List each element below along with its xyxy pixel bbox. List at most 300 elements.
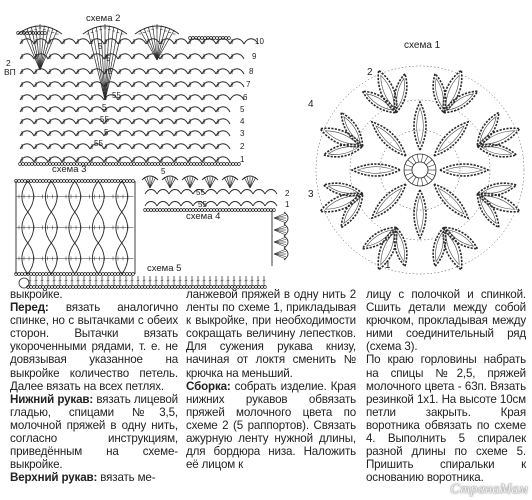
body-upper-sleeve: вязать ме- bbox=[97, 471, 156, 485]
row-arc bbox=[181, 190, 193, 195]
chain-stitch bbox=[217, 163, 220, 166]
stitch-line bbox=[230, 177, 233, 188]
chain-stitch bbox=[54, 273, 57, 276]
chain-stitch bbox=[237, 209, 240, 212]
motif-petal-inner bbox=[438, 126, 464, 152]
stitch-line bbox=[250, 177, 253, 188]
heading-lower-sleeve: Нижний рукав: bbox=[10, 392, 94, 406]
stitch-line bbox=[88, 30, 105, 100]
motif-petal-inner bbox=[344, 198, 360, 224]
chain-stitch bbox=[46, 163, 49, 166]
chain-stitch bbox=[246, 209, 249, 212]
chain-stitch bbox=[30, 273, 33, 276]
chain-stitch bbox=[196, 163, 199, 166]
chain-stitch bbox=[28, 163, 31, 166]
chain-stitch bbox=[34, 163, 37, 166]
stitch-line bbox=[150, 177, 156, 188]
stitch-line bbox=[164, 177, 170, 188]
chain-stitch bbox=[49, 163, 52, 166]
chain-stitch bbox=[78, 273, 81, 276]
chain-stitch bbox=[145, 163, 148, 166]
chain-stitch bbox=[205, 163, 208, 166]
chain-stitch bbox=[115, 163, 118, 166]
chain-stitch bbox=[24, 180, 27, 183]
chain-stitch bbox=[90, 273, 93, 276]
motif-petal bbox=[324, 144, 363, 156]
chain-stitch bbox=[157, 163, 160, 166]
stitch-line bbox=[274, 252, 286, 255]
motif-petal-inner bbox=[417, 196, 424, 232]
chain-stitch bbox=[136, 163, 139, 166]
motif-petal bbox=[477, 183, 516, 195]
chain-stitch bbox=[18, 273, 21, 276]
chain-stitch bbox=[30, 180, 33, 183]
chain-stitch bbox=[225, 209, 228, 212]
stitch-line bbox=[424, 156, 428, 163]
chain-stitch bbox=[183, 209, 186, 212]
chain-stitch bbox=[175, 163, 178, 166]
chain-stitch bbox=[165, 209, 168, 212]
scheme-3-label: схема 3 bbox=[52, 164, 87, 175]
chain-stitch bbox=[114, 180, 117, 183]
chain-stitch bbox=[228, 37, 231, 40]
motif-petal bbox=[434, 122, 468, 156]
body-front: вязать аналогично спинке, но с вытачками с обеих сторон. Вытачки вязать укороченными рядами, т. е. не довязывая указанное на выкройке количество петель. Далее вязать на всех петлях. bbox=[10, 301, 178, 393]
chain-stitch bbox=[264, 209, 267, 212]
chain-stitch bbox=[33, 273, 36, 276]
row-arc bbox=[181, 202, 193, 207]
chain-stitch bbox=[39, 180, 42, 183]
chain-stitch bbox=[111, 180, 114, 183]
chain-stitch bbox=[40, 163, 43, 166]
row-arc bbox=[229, 190, 241, 195]
stitch-line bbox=[150, 177, 153, 188]
chain-stitch bbox=[109, 163, 112, 166]
chain-stitch bbox=[60, 180, 63, 183]
chain-stitch bbox=[160, 163, 163, 166]
chain-stitch bbox=[273, 209, 276, 212]
stitch-line bbox=[224, 177, 230, 188]
scheme-1-label: схема 1 bbox=[404, 40, 441, 51]
chain-stitch bbox=[147, 209, 150, 212]
row-arc bbox=[145, 202, 157, 207]
text-column-2 bbox=[186, 288, 356, 471]
paragraph-assembly bbox=[186, 380, 356, 472]
row-arc bbox=[157, 202, 169, 207]
repeat-number: 5 bbox=[106, 54, 111, 63]
chain-stitch bbox=[19, 163, 22, 166]
chain-label: ВП bbox=[4, 67, 16, 77]
chain-stitch bbox=[187, 163, 190, 166]
stitch-line bbox=[96, 27, 105, 100]
chain-stitch bbox=[234, 209, 237, 212]
chain-stitch bbox=[213, 37, 216, 40]
stitch-line bbox=[274, 242, 286, 245]
chain-stitch bbox=[44, 32, 47, 35]
motif-petal bbox=[434, 184, 468, 218]
chain-stitch bbox=[139, 163, 142, 166]
chain-stitch bbox=[231, 209, 234, 212]
row-arc bbox=[253, 190, 265, 195]
motif-petal-inner bbox=[446, 75, 459, 107]
stitch-line bbox=[244, 177, 250, 188]
chain-stitch bbox=[223, 163, 226, 166]
heading-front: Перед: bbox=[10, 301, 49, 315]
chain-stitch bbox=[57, 273, 60, 276]
stitch-line bbox=[412, 156, 416, 163]
chain-stitch bbox=[36, 180, 39, 183]
chain-stitch bbox=[105, 180, 108, 183]
motif-petal bbox=[414, 102, 426, 150]
paragraph: ланжевой пряжей в одну нить 2 ленты по схеме 1, прикладывая к выкройке, при необходимости сокращать величину лепестков. Для сужения рукава книзу, начиная от локтя сменить № крючка на меньший. bbox=[186, 288, 356, 380]
chain-stitch bbox=[33, 180, 36, 183]
stitch-line bbox=[421, 178, 422, 186]
repeat-number: 5 bbox=[102, 103, 107, 112]
chain-stitch bbox=[21, 273, 24, 276]
row-number: 2 bbox=[285, 189, 290, 198]
watermark-logo: СтранаМам bbox=[450, 482, 528, 497]
row-number: 9 bbox=[252, 52, 257, 61]
row-arc bbox=[205, 190, 217, 195]
chain-stitch bbox=[36, 273, 39, 276]
stitch-line bbox=[405, 165, 413, 168]
chain-stitch bbox=[172, 163, 175, 166]
chain-stitch bbox=[84, 180, 87, 183]
chain-stitch bbox=[18, 180, 21, 183]
chain-stitch bbox=[202, 163, 205, 166]
stitch-line bbox=[408, 175, 414, 180]
chain-stitch bbox=[174, 209, 177, 212]
row-arc bbox=[241, 202, 253, 207]
chain-stitch bbox=[222, 209, 225, 212]
scheme-4-top-number: 5 bbox=[161, 167, 166, 176]
chain-stitch bbox=[45, 180, 48, 183]
paragraph: выкройке. bbox=[10, 288, 63, 301]
chain-stitch bbox=[193, 163, 196, 166]
chain-stitch bbox=[153, 209, 156, 212]
paragraph-collar: По краю горловины набрать на спицы №2,5, пряжей молочного цвета - 63п. Вязать резинкой 1х1. На высоте 10см петли закрыть. Края воротника обвязать по схеме 4. Выполнить 5 спиралек разной длины по схеме 5. Пришить спиральки к основанию воротника. bbox=[366, 353, 526, 485]
stitch-line bbox=[250, 177, 256, 188]
chain-stitch bbox=[57, 180, 60, 183]
chain-stitch bbox=[111, 273, 114, 276]
chain-stitch bbox=[87, 180, 90, 183]
chain-stitch bbox=[60, 273, 63, 276]
chain-stitch bbox=[126, 180, 129, 183]
chain-stitch bbox=[220, 163, 223, 166]
chain-stitch bbox=[117, 180, 120, 183]
chain-stitch bbox=[117, 273, 120, 276]
chain-stitch bbox=[93, 273, 96, 276]
stitch-line bbox=[210, 177, 213, 188]
row-number: 10 bbox=[255, 37, 264, 46]
stitch-line bbox=[274, 216, 286, 219]
motif-number: 3 bbox=[308, 189, 314, 200]
chain-stitch bbox=[255, 209, 258, 212]
stitch-line bbox=[167, 177, 170, 188]
chain-stitch bbox=[21, 180, 24, 183]
stitch-line bbox=[426, 160, 432, 165]
motif-petal bbox=[372, 122, 406, 156]
stitch-line bbox=[412, 177, 416, 184]
chain-stitch bbox=[42, 180, 45, 183]
chain-stitch bbox=[180, 209, 183, 212]
stitch-line bbox=[417, 178, 418, 186]
stitch-line bbox=[417, 154, 418, 162]
motif-petal bbox=[414, 190, 426, 238]
chain-stitch bbox=[148, 163, 151, 166]
chain-stitch bbox=[154, 163, 157, 166]
body-assembly: собрать изделие. Края нижних рукавов обвязать пряжей молочного цвета по схеме 2 (5 раппортов). Связать ажурную ленту нужной длины, для бордюра низа. Наложить её лицом к bbox=[186, 379, 356, 472]
stitch-line bbox=[274, 230, 286, 235]
stitch-line bbox=[274, 213, 286, 218]
chain-stitch bbox=[31, 163, 34, 166]
stitch-line bbox=[274, 240, 286, 243]
chain-stitch bbox=[78, 180, 81, 183]
motif-petal-inner bbox=[417, 108, 424, 144]
row-number: 1 bbox=[240, 155, 245, 164]
chain-stitch bbox=[133, 163, 136, 166]
stitch-line bbox=[274, 218, 286, 223]
motif-petal-inner bbox=[325, 196, 357, 209]
chain-stitch bbox=[63, 273, 66, 276]
chain-stitch bbox=[66, 180, 69, 183]
chain-stitch bbox=[39, 273, 42, 276]
row-number: 7 bbox=[246, 80, 251, 89]
motif-number: 1 bbox=[385, 260, 391, 271]
chain-stitch bbox=[84, 273, 87, 276]
chain-stitch bbox=[22, 163, 25, 166]
chain-stitch bbox=[124, 163, 127, 166]
chain-stitch bbox=[201, 37, 204, 40]
stitch-line bbox=[23, 30, 40, 70]
repeat-number: 5 bbox=[104, 128, 109, 137]
text-column-3 bbox=[366, 288, 526, 484]
chain-stitch bbox=[97, 163, 100, 166]
row-arc bbox=[253, 202, 265, 207]
row-arc bbox=[241, 190, 253, 195]
chain-stitch bbox=[105, 273, 108, 276]
row-number: 4 bbox=[240, 117, 245, 126]
motif-petal-inner bbox=[446, 167, 482, 174]
motif-petal bbox=[363, 91, 397, 112]
chain-stitch bbox=[199, 163, 202, 166]
chain-stitch bbox=[102, 273, 105, 276]
motif-petal bbox=[444, 91, 478, 112]
chain-stitch bbox=[112, 163, 115, 166]
chain-stitch bbox=[130, 163, 133, 166]
chain-stitch bbox=[126, 273, 129, 276]
stitch-line bbox=[207, 177, 210, 188]
chain-stitch bbox=[177, 209, 180, 212]
chain-stitch bbox=[102, 180, 105, 183]
chain-stitch bbox=[108, 273, 111, 276]
spiral-end bbox=[19, 278, 29, 288]
chain-stitch bbox=[94, 163, 97, 166]
chain-stitch bbox=[121, 163, 124, 166]
stitch-line bbox=[421, 154, 422, 162]
chain-stitch bbox=[163, 163, 166, 166]
row-number: 8 bbox=[249, 67, 254, 76]
motif-petal bbox=[477, 113, 498, 147]
stitch-line bbox=[204, 177, 210, 188]
chain-count-label: 2 bbox=[6, 58, 11, 68]
motif-petal-inner bbox=[376, 126, 402, 152]
repeat-number: 55 bbox=[94, 139, 103, 148]
stitch-line bbox=[105, 27, 114, 100]
chain-stitch bbox=[100, 163, 103, 166]
chain-stitch bbox=[63, 180, 66, 183]
chain-stitch bbox=[228, 209, 231, 212]
chain-stitch bbox=[162, 209, 165, 212]
motif-petal-inner bbox=[446, 232, 459, 264]
chain-stitch bbox=[226, 163, 229, 166]
stitch-line bbox=[184, 177, 190, 188]
row-arc bbox=[265, 190, 277, 195]
scheme-5-label: схема 5 bbox=[147, 263, 182, 274]
row-arc bbox=[169, 190, 181, 195]
chain-stitch bbox=[54, 180, 57, 183]
motif-number: 4 bbox=[308, 99, 314, 110]
center-ring bbox=[412, 162, 428, 178]
chain-stitch bbox=[45, 273, 48, 276]
chain-stitch bbox=[258, 209, 261, 212]
chain-stitch bbox=[214, 163, 217, 166]
chain-stitch bbox=[69, 180, 72, 183]
stitch-line bbox=[187, 177, 190, 188]
chain-stitch bbox=[66, 273, 69, 276]
chain-stitch bbox=[267, 209, 270, 212]
row-arc bbox=[217, 202, 229, 207]
chain-ring bbox=[316, 66, 524, 274]
stitch-line bbox=[157, 27, 166, 60]
motif-petal-inner bbox=[482, 131, 514, 144]
motif-petal-inner bbox=[436, 78, 444, 108]
stitch-line bbox=[428, 165, 436, 168]
repeat-number: 55 bbox=[196, 188, 205, 197]
chain-stitch bbox=[43, 163, 46, 166]
chain-stitch bbox=[114, 273, 117, 276]
motif-petal bbox=[363, 227, 397, 248]
row-number: 2 bbox=[240, 142, 245, 151]
stitch-line bbox=[147, 177, 150, 188]
chain-stitch bbox=[229, 163, 232, 166]
stitch-line bbox=[274, 254, 286, 259]
repeat-number: 55 bbox=[198, 200, 207, 209]
chain-stitch bbox=[243, 209, 246, 212]
row-number: 6 bbox=[243, 93, 248, 102]
motif-petal bbox=[440, 164, 488, 176]
stitch-line bbox=[40, 30, 57, 70]
motif-petal bbox=[372, 184, 406, 218]
row-arc bbox=[229, 202, 241, 207]
chain-stitch bbox=[171, 209, 174, 212]
chain-stitch bbox=[129, 180, 132, 183]
chain-stitch bbox=[252, 209, 255, 212]
chain-stitch bbox=[87, 273, 90, 276]
stitch-line bbox=[31, 27, 40, 70]
motif-petal bbox=[394, 227, 406, 266]
chain-stitch bbox=[24, 273, 27, 276]
body-lower-sleeve: вязать лицевой гладью, спицами №3,5, молочной пряжей в одну нить, согласно инструкциям, приведённым на схеме-выкройке. bbox=[10, 392, 178, 472]
stitch-line bbox=[408, 160, 414, 165]
chain-stitch bbox=[181, 163, 184, 166]
stitch-line bbox=[190, 177, 193, 188]
chain-stitch bbox=[81, 180, 84, 183]
motif-petal bbox=[477, 194, 498, 228]
chain-stitch bbox=[144, 209, 147, 212]
stitch-line bbox=[424, 177, 428, 184]
chain-stitch bbox=[29, 32, 32, 35]
motif-petal bbox=[433, 74, 445, 113]
paragraph-lower-sleeve bbox=[10, 393, 178, 472]
motif-petal-inner bbox=[482, 196, 514, 209]
chain-stitch bbox=[26, 32, 29, 35]
stitch-line bbox=[274, 254, 286, 257]
stitch-line bbox=[274, 225, 286, 230]
stitch-line bbox=[274, 230, 286, 233]
stitch-line bbox=[274, 228, 286, 231]
chain-stitch bbox=[132, 273, 135, 276]
motif-petal-inner bbox=[381, 75, 394, 107]
scheme-4-label: схема 4 bbox=[186, 211, 221, 222]
row-arc bbox=[169, 202, 181, 207]
scheme-2-label: схема 2 bbox=[86, 13, 121, 24]
chain-stitch bbox=[93, 180, 96, 183]
stitch-line bbox=[190, 177, 196, 188]
stitch-line bbox=[274, 249, 286, 254]
stitch-line bbox=[170, 177, 176, 188]
motif-petal-inner bbox=[358, 167, 394, 174]
chain-stitch bbox=[232, 163, 235, 166]
chain-stitch bbox=[211, 163, 214, 166]
chain-stitch bbox=[156, 209, 159, 212]
chain-stitch bbox=[90, 180, 93, 183]
stitch-line bbox=[144, 177, 150, 188]
chain-stitch bbox=[169, 163, 172, 166]
chain-stitch bbox=[151, 163, 154, 166]
chain-stitch bbox=[184, 163, 187, 166]
chain-stitch bbox=[249, 209, 252, 212]
stitch-line bbox=[40, 27, 49, 70]
chain-stitch bbox=[142, 163, 145, 166]
repeat-number: 55 bbox=[112, 91, 121, 100]
stitch-line bbox=[426, 175, 432, 180]
chain-stitch bbox=[81, 273, 84, 276]
motif-petal-inner bbox=[325, 131, 357, 144]
stitch-line bbox=[274, 237, 286, 242]
chain-stitch bbox=[190, 163, 193, 166]
motif-petal bbox=[341, 113, 362, 147]
motif-petal bbox=[352, 164, 400, 176]
paragraph-upper-sleeve bbox=[10, 471, 178, 484]
motif-petal-inner bbox=[376, 188, 402, 214]
motif-petal-inner bbox=[438, 188, 464, 214]
stitch-line bbox=[170, 177, 173, 188]
chain-stitch bbox=[132, 180, 135, 183]
motif-petal-inner bbox=[397, 232, 405, 262]
chain-stitch bbox=[106, 163, 109, 166]
chain-stitch bbox=[25, 163, 28, 166]
repeat-number: 5 bbox=[98, 42, 103, 51]
chain-stitch bbox=[41, 32, 44, 35]
stitch-line bbox=[274, 218, 286, 221]
stitch-line bbox=[405, 173, 413, 176]
paragraph: лицу с полочкой и спинкой. Сшить детали между собой крючком, прокладывая между ними соединительный ряд (схема 3). bbox=[366, 288, 526, 354]
row-arc bbox=[217, 190, 229, 195]
chain-stitch bbox=[69, 273, 72, 276]
chain-stitch bbox=[129, 273, 132, 276]
row-arc bbox=[265, 202, 277, 207]
